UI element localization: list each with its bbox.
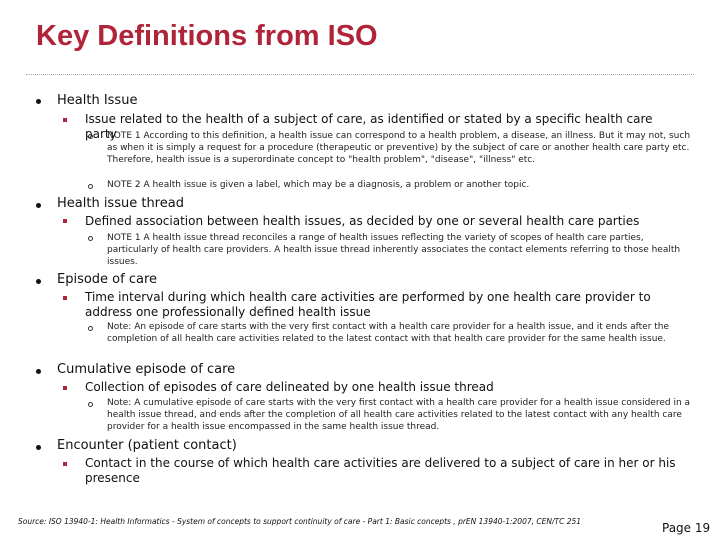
term-cumulative-episode-of-care: Cumulative episode of care bbox=[57, 362, 236, 377]
page-title: Key Definitions from ISO bbox=[36, 20, 378, 52]
note-bullet bbox=[88, 402, 93, 407]
bullet-dot bbox=[36, 445, 41, 450]
note-cumulative-episode-of-care-1: Note: A cumulative episode of care starts with the very first contact with a health care provider for a health issue considered in a health issue thread, and ends after the completion of all health care activities related to the latest contact with any health care provider for a health issue encompassed in the same health issue thread. bbox=[107, 398, 691, 432]
sub-bullet bbox=[63, 296, 67, 300]
term-health-issue: Health Issue bbox=[57, 93, 138, 108]
note-episode-of-care-1: Note: An episode of care starts with the very first contact with a health care provider for a health issue, and it ends after the completion of all health care activities related to the latest contact with that health care provider for the same health issue. bbox=[107, 322, 670, 344]
bullet-dot bbox=[36, 203, 41, 208]
term-episode-of-care: Episode of care bbox=[57, 272, 158, 287]
note-bullet bbox=[88, 236, 93, 241]
term-health-issue-thread: Health issue thread bbox=[57, 196, 184, 211]
bullet-dot bbox=[36, 279, 41, 284]
note-health-issue-1: NOTE 1 According to this definition, a health issue can correspond to a health problem, a disease, an illness. But it may not, such as when it is simply a request for a procedure (therapeutic or preventive) by the subject of care or another health care party etc. Therefore, health issue is a superordinate concept to "health problem", "disease", "illness" etc. bbox=[107, 131, 691, 165]
note-bullet bbox=[88, 326, 93, 331]
note-bullet bbox=[88, 134, 93, 139]
sub-bullet bbox=[63, 386, 67, 390]
note-health-issue-2: NOTE 2 A health issue is given a label, which may be a diagnosis, a problem or another topic. bbox=[107, 180, 530, 190]
definition-health-issue-thread: Defined association between health issues, as decided by one or several health care parties bbox=[85, 214, 640, 228]
definition-episode-of-care: Time interval during which health care activities are performed by one health care provider to address one professionally defined health issue bbox=[85, 290, 651, 319]
bullet-dot bbox=[36, 99, 41, 104]
title-divider bbox=[26, 74, 694, 75]
term-encounter: Encounter (patient contact) bbox=[57, 438, 237, 453]
footer-source: Source: ISO 13940-1: Health Informatics - System of concepts to support continuity of care - Part 1: Basic concepts , prEN 13940-1:2007, CEN/TC 251 bbox=[18, 517, 582, 526]
definition-encounter: Contact in the course of which health care activities are delivered to a subject of care in her or his presence bbox=[85, 456, 676, 485]
definition-cumulative-episode-of-care: Collection of episodes of care delineated by one health issue thread bbox=[85, 380, 494, 394]
sub-bullet bbox=[63, 219, 67, 223]
definition-health-issue: Issue related to the health of a subject of care, as identified or stated by a specific health care party bbox=[85, 112, 653, 141]
sub-bullet bbox=[63, 462, 67, 466]
page-number: Page 19 bbox=[662, 521, 711, 535]
note-health-issue-thread-1: NOTE 1 A health issue thread reconciles a range of health issues reflecting the variety of scopes of health care parties, particularly of health care providers. A health issue thread inherently associates the contact elements referring to those health issues. bbox=[107, 233, 681, 267]
sub-bullet bbox=[63, 118, 67, 122]
bullet-dot bbox=[36, 369, 41, 374]
note-bullet bbox=[88, 184, 93, 189]
